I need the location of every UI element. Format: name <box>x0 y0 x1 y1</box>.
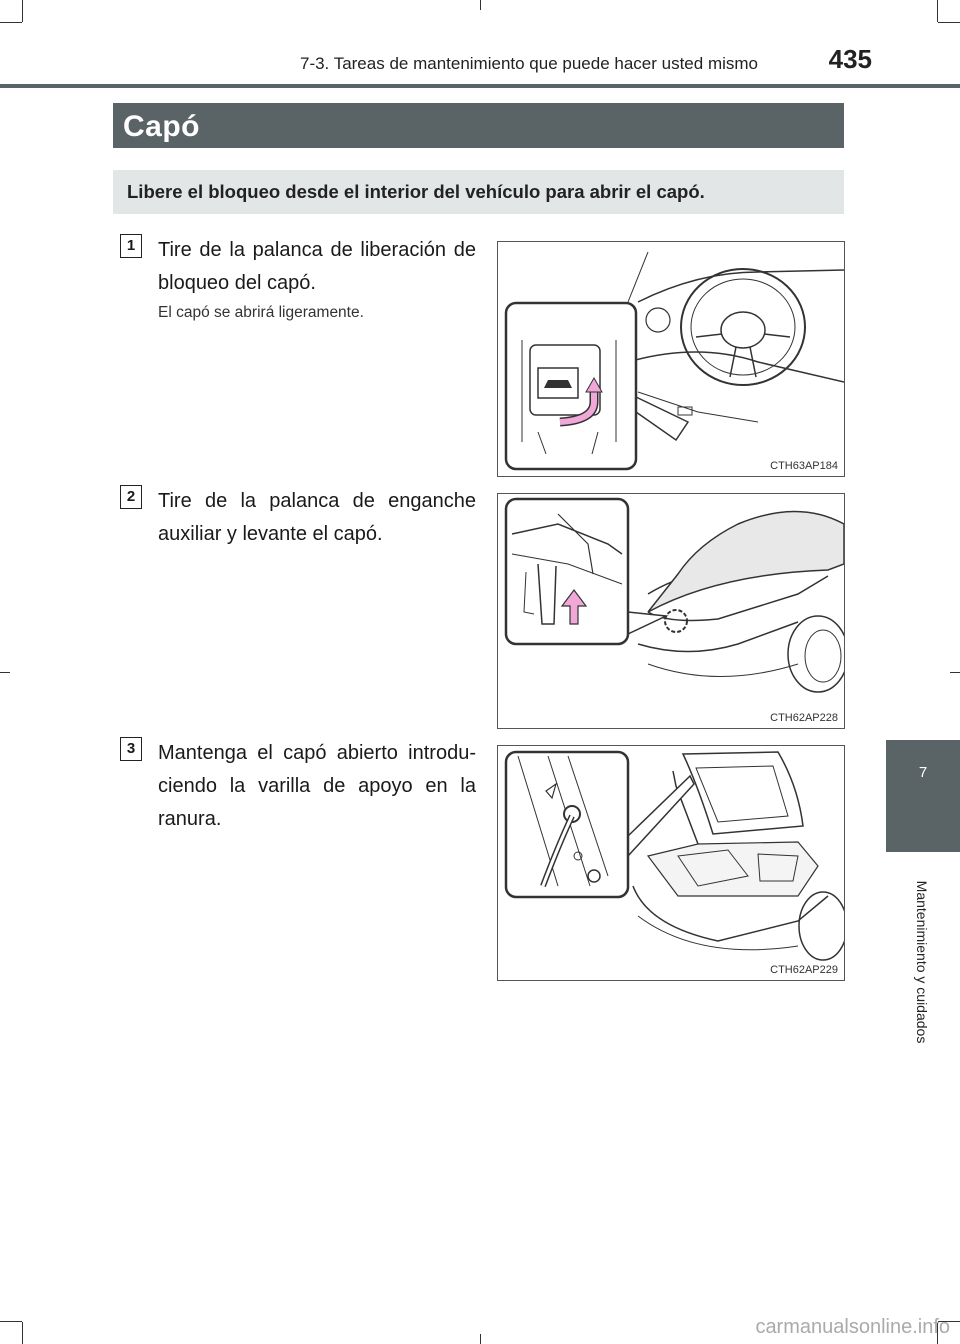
crop-mark <box>937 0 938 22</box>
title-bar <box>113 103 844 148</box>
crop-mark <box>950 672 960 673</box>
figure-secondary-latch <box>497 493 845 729</box>
step-2-text: Tire de la palanca de enganche auxiliar y levante el capó. <box>158 490 476 545</box>
support-rod-illustration <box>498 746 844 980</box>
crop-mark <box>938 22 960 23</box>
chapter-tab <box>886 740 960 852</box>
figure-code: CTH62AP229 <box>770 964 838 976</box>
step-number-2: 2 <box>120 485 142 509</box>
step-number-1: 1 <box>120 234 142 258</box>
crop-mark <box>480 0 481 10</box>
crop-mark <box>22 0 23 22</box>
hood-release-illustration <box>498 242 844 476</box>
section-heading: 7-3. Tareas de mantenimiento que puede hacer usted mismo <box>299 54 758 73</box>
header-rule <box>0 84 960 88</box>
crop-mark <box>0 22 22 23</box>
figure-hood-release <box>497 241 845 477</box>
chapter-label: Mantenimiento y cuidados <box>914 880 930 1044</box>
crop-mark <box>0 672 10 673</box>
crop-mark <box>480 1334 481 1344</box>
page-title: Capó <box>123 110 200 143</box>
step-1-note: El capó se abrirá ligeramente. <box>158 304 364 321</box>
chapter-number: 7 <box>918 764 928 781</box>
page-number: 435 <box>828 44 872 74</box>
secondary-latch-illustration <box>498 494 844 728</box>
crop-mark <box>22 1322 23 1344</box>
crop-mark <box>0 1321 22 1322</box>
figure-code: CTH62AP228 <box>770 712 838 724</box>
step-3-text: Mantenga el capó abierto introdu-ciendo la varilla de apoyo en la ranura. <box>158 742 476 830</box>
watermark: carmanualsonline.info <box>755 1316 950 1338</box>
figure-code: CTH63AP184 <box>770 460 838 472</box>
step-1-text: Tire de la palanca de liberación de bloqueo del capó. <box>158 239 476 294</box>
lead-box <box>113 170 844 214</box>
figure-support-rod <box>497 745 845 981</box>
lead-text: Libere el bloqueo desde el interior del vehículo para abrir el capó. <box>127 181 705 202</box>
step-number-3: 3 <box>120 737 142 761</box>
